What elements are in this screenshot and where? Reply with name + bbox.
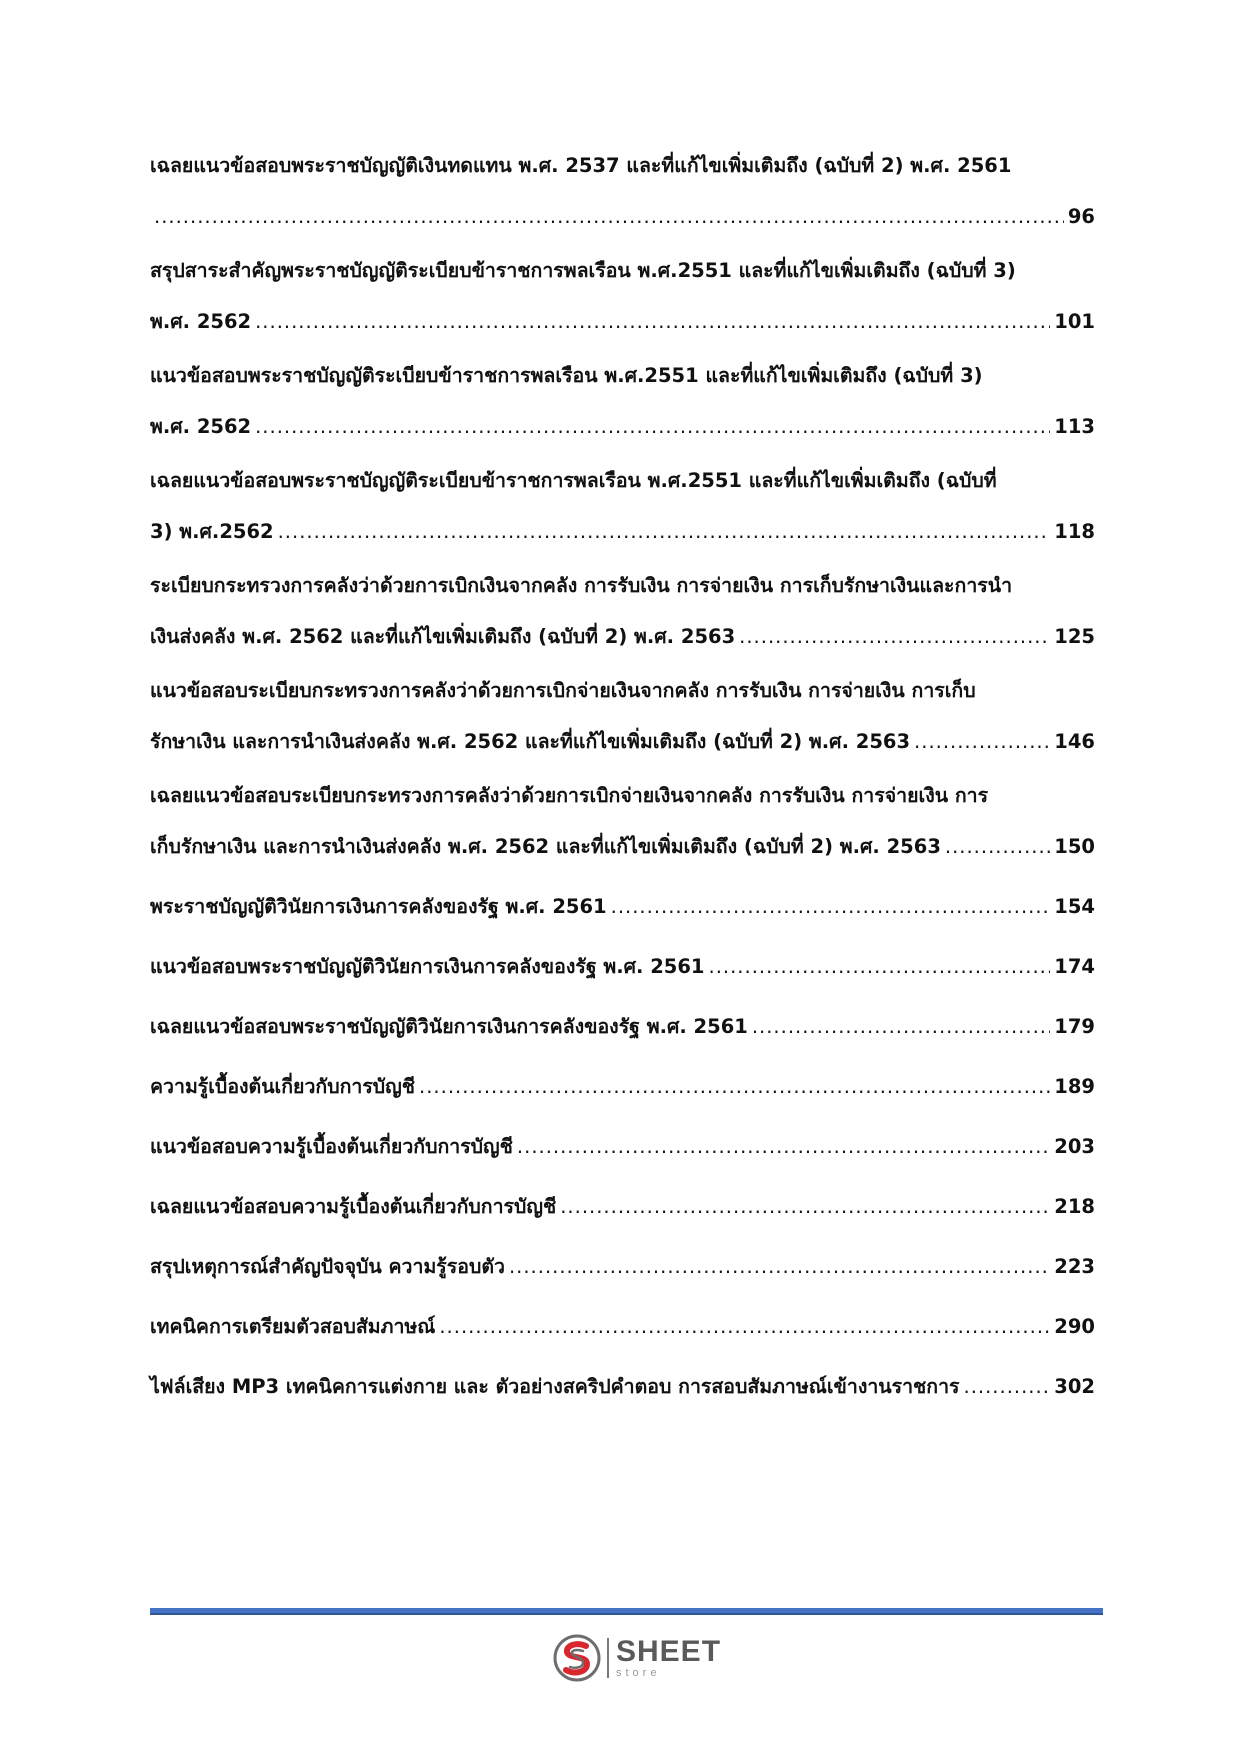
- toc-leader: [419, 1073, 1050, 1100]
- toc-entry[interactable]: [150, 893, 1095, 920]
- toc-page-number: 223: [1054, 1255, 1095, 1278]
- table-of-contents: [150, 152, 1095, 1400]
- toc-entry-title-cont: รักษาเงิน และการนำเงินส่งคลัง พ.ศ. 2562 และที่แก้ไขเพิ่มเติมถึง (ฉบับที่ 2) พ.ศ. 2563: [150, 730, 911, 753]
- logo-separator: [607, 1638, 609, 1678]
- toc-page-number: 189: [1054, 1075, 1095, 1098]
- toc-page-number: 174: [1054, 955, 1095, 978]
- toc-entry[interactable]: [150, 953, 1095, 980]
- toc-leader: [255, 308, 1050, 335]
- toc-entry[interactable]: [150, 1313, 1095, 1340]
- toc-leader: [739, 623, 1050, 650]
- toc-page-number: 125: [1054, 625, 1095, 648]
- toc-entry[interactable]: [150, 152, 1095, 230]
- toc-page-number: 203: [1054, 1135, 1095, 1158]
- toc-entry[interactable]: [150, 572, 1095, 650]
- toc-leader: [560, 1193, 1050, 1220]
- toc-entry-title: เฉลยแนวข้อสอบพระราชบัญญัติเงินทดแทน พ.ศ. 2537 และที่แก้ไขเพิ่มเติมถึง (ฉบับที่ 2) พ.ศ. 2561: [150, 154, 1012, 177]
- toc-entry-title: เฉลยแนวข้อสอบความรู้เบื้องต้นเกี่ยวกับการบัญชี: [150, 1195, 557, 1218]
- toc-entry-title: แนวข้อสอบพระราชบัญญัติระเบียบข้าราชการพลเรือน พ.ศ.2551 และที่แก้ไขเพิ่มเติมถึง (ฉบับที่ 3): [150, 364, 983, 387]
- toc-entry-title-cont: 3) พ.ศ.2562: [150, 520, 274, 543]
- toc-entry-title: เฉลยแนวข้อสอบพระราชบัญญัติระเบียบข้าราชการพลเรือน พ.ศ.2551 และที่แก้ไขเพิ่มเติมถึง (ฉบับที่: [150, 469, 997, 492]
- toc-entry-title: เฉลยแนวข้อสอบพระราชบัญญัติวินัยการเงินการคลังของรัฐ พ.ศ. 2561: [150, 1015, 748, 1038]
- footer-divider: [150, 1608, 1103, 1615]
- toc-leader: [709, 953, 1051, 980]
- toc-entry-title-cont: เงินส่งคลัง พ.ศ. 2562 และที่แก้ไขเพิ่มเติมถึง (ฉบับที่ 2) พ.ศ. 2563: [150, 625, 736, 648]
- toc-leader: [914, 728, 1050, 755]
- toc-leader: [509, 1253, 1050, 1280]
- toc-entry-title-cont: พ.ศ. 2562: [150, 415, 252, 438]
- toc-entry[interactable]: [150, 362, 1095, 440]
- toc-leader: [255, 413, 1050, 440]
- toc-page-number: 154: [1054, 895, 1095, 918]
- toc-leader: [964, 1373, 1051, 1400]
- toc-page-number: 150: [1054, 835, 1095, 858]
- toc-page-number: 146: [1054, 730, 1095, 753]
- toc-entry-title-cont: พ.ศ. 2562: [150, 310, 252, 333]
- toc-leader: [517, 1133, 1050, 1160]
- toc-page-number: 302: [1054, 1375, 1095, 1398]
- toc-leader: [611, 893, 1051, 920]
- toc-page-number: 113: [1054, 415, 1095, 438]
- toc-entry-title: แนวข้อสอบระเบียบกระทรวงการคลังว่าด้วยการเบิกจ่ายเงินจากคลัง การรับเงิน การจ่ายเงิน การเก็บ: [150, 679, 976, 702]
- toc-entry[interactable]: [150, 1253, 1095, 1280]
- toc-entry[interactable]: [150, 1193, 1095, 1220]
- toc-leader: [439, 1313, 1050, 1340]
- toc-entry[interactable]: [150, 257, 1095, 335]
- toc-entry-title: สรุปสาระสำคัญพระราชบัญญัติระเบียบข้าราชการพลเรือน พ.ศ.2551 และที่แก้ไขเพิ่มเติมถึง (ฉบับที่ 3): [150, 259, 1016, 282]
- logo-subtitle: store: [616, 1667, 661, 1679]
- toc-entry[interactable]: [150, 467, 1095, 545]
- toc-entry-title: ระเบียบกระทรวงการคลังว่าด้วยการเบิกเงินจากคลัง การรับเงิน การจ่ายเงิน การเก็บรักษาเงินและการนำ: [150, 574, 1013, 597]
- toc-leader: [154, 203, 1064, 230]
- toc-entry[interactable]: [150, 782, 1095, 860]
- toc-leader: [945, 833, 1050, 860]
- toc-page-number: 101: [1054, 310, 1095, 333]
- toc-entry-title: เฉลยแนวข้อสอบระเบียบกระทรวงการคลังว่าด้วยการเบิกจ่ายเงินจากคลัง การรับเงิน การจ่ายเงิน การ: [150, 784, 989, 807]
- toc-entry[interactable]: [150, 1073, 1095, 1100]
- toc-page-number: 179: [1054, 1015, 1095, 1038]
- toc-page-number: 290: [1054, 1315, 1095, 1338]
- toc-entry-title: เทคนิคการเตรียมตัวสอบสัมภาษณ์: [150, 1315, 436, 1338]
- sheet-store-logo: [553, 1633, 721, 1683]
- toc-leader: [278, 518, 1051, 545]
- toc-entry-title: ความรู้เบื้องต้นเกี่ยวกับการบัญชี: [150, 1075, 416, 1098]
- toc-entry-title: แนวข้อสอบพระราชบัญญัติวินัยการเงินการคลังของรัฐ พ.ศ. 2561: [150, 955, 705, 978]
- toc-entry-title: พระราชบัญญัติวินัยการเงินการคลังของรัฐ พ.ศ. 2561: [150, 895, 607, 918]
- toc-page-number: 218: [1054, 1195, 1095, 1218]
- toc-page-number: 96: [1067, 205, 1095, 228]
- toc-leader: [752, 1013, 1050, 1040]
- toc-entry-title-cont: เก็บรักษาเงิน และการนำเงินส่งคลัง พ.ศ. 2562 และที่แก้ไขเพิ่มเติมถึง (ฉบับที่ 2) พ.ศ. 2563: [150, 835, 941, 858]
- toc-entry[interactable]: [150, 677, 1095, 755]
- logo-wordmark: SHEET: [616, 1635, 722, 1668]
- sheet-store-logo-icon: [553, 1634, 601, 1682]
- toc-entry[interactable]: [150, 1133, 1095, 1160]
- toc-entry[interactable]: [150, 1013, 1095, 1040]
- toc-entry-title: สรุปเหตุการณ์สำคัญปัจจุบัน ความรู้รอบตัว: [150, 1255, 505, 1278]
- toc-entry-title: ไฟล์เสียง MP3 เทคนิคการแต่งกาย และ ตัวอย่างสคริปคำตอบ การสอบสัมภาษณ์เข้างานราชการ: [150, 1375, 960, 1398]
- toc-entry[interactable]: [150, 1373, 1095, 1400]
- toc-page-number: 118: [1054, 520, 1095, 543]
- toc-entry-title: แนวข้อสอบความรู้เบื้องต้นเกี่ยวกับการบัญชี: [150, 1135, 513, 1158]
